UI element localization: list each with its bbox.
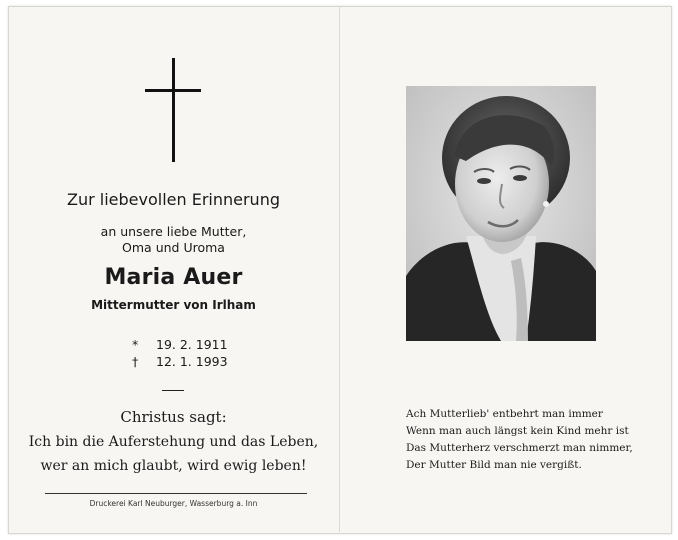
poem-line-4: Der Mutter Bild man nie vergißt.	[406, 459, 582, 471]
life-dates	[132, 336, 228, 370]
poem-line-1: Ach Mutterlieb' entbehrt man immer	[406, 408, 603, 420]
quote-line-2: wer an mich glaubt, wird ewig leben!	[40, 458, 307, 474]
right-panel	[340, 6, 670, 532]
death-row	[132, 353, 228, 370]
cross-icon-bar	[145, 89, 201, 92]
separator-dash	[162, 390, 184, 391]
portrait-photo	[406, 86, 596, 341]
cross-icon	[172, 58, 175, 162]
birth-star-icon: *	[132, 337, 139, 352]
dedication-line-2: Oma und Uroma	[122, 240, 225, 255]
left-panel	[8, 6, 339, 532]
death-date: 12. 1. 1993	[156, 354, 228, 369]
quote-intro: Christus sagt:	[120, 408, 227, 426]
poem-line-2: Wenn man auch längst kein Kind mehr ist	[406, 425, 629, 437]
deceased-name: Maria Auer	[104, 265, 243, 290]
poem	[406, 406, 633, 474]
dedication-line-1: an unsere liebe Mutter,	[100, 224, 247, 239]
quote-line-1: Ich bin die Auferstehung und das Leben,	[28, 434, 319, 450]
birth-row	[132, 336, 228, 353]
deceased-role: Mittermutter von Irlham	[91, 298, 256, 312]
poem-line-3: Das Mutterherz verschmerzt man nimmer,	[406, 442, 633, 454]
printer-credit: Druckerei Karl Neuburger, Wasserburg a. Inn	[89, 499, 258, 508]
footer-rule	[45, 493, 307, 494]
death-cross-icon: †	[132, 354, 139, 369]
portrait-image	[406, 86, 596, 341]
birth-date: 19. 2. 1911	[156, 337, 228, 352]
memorial-heading: Zur liebevollen Erinnerung	[67, 190, 280, 209]
